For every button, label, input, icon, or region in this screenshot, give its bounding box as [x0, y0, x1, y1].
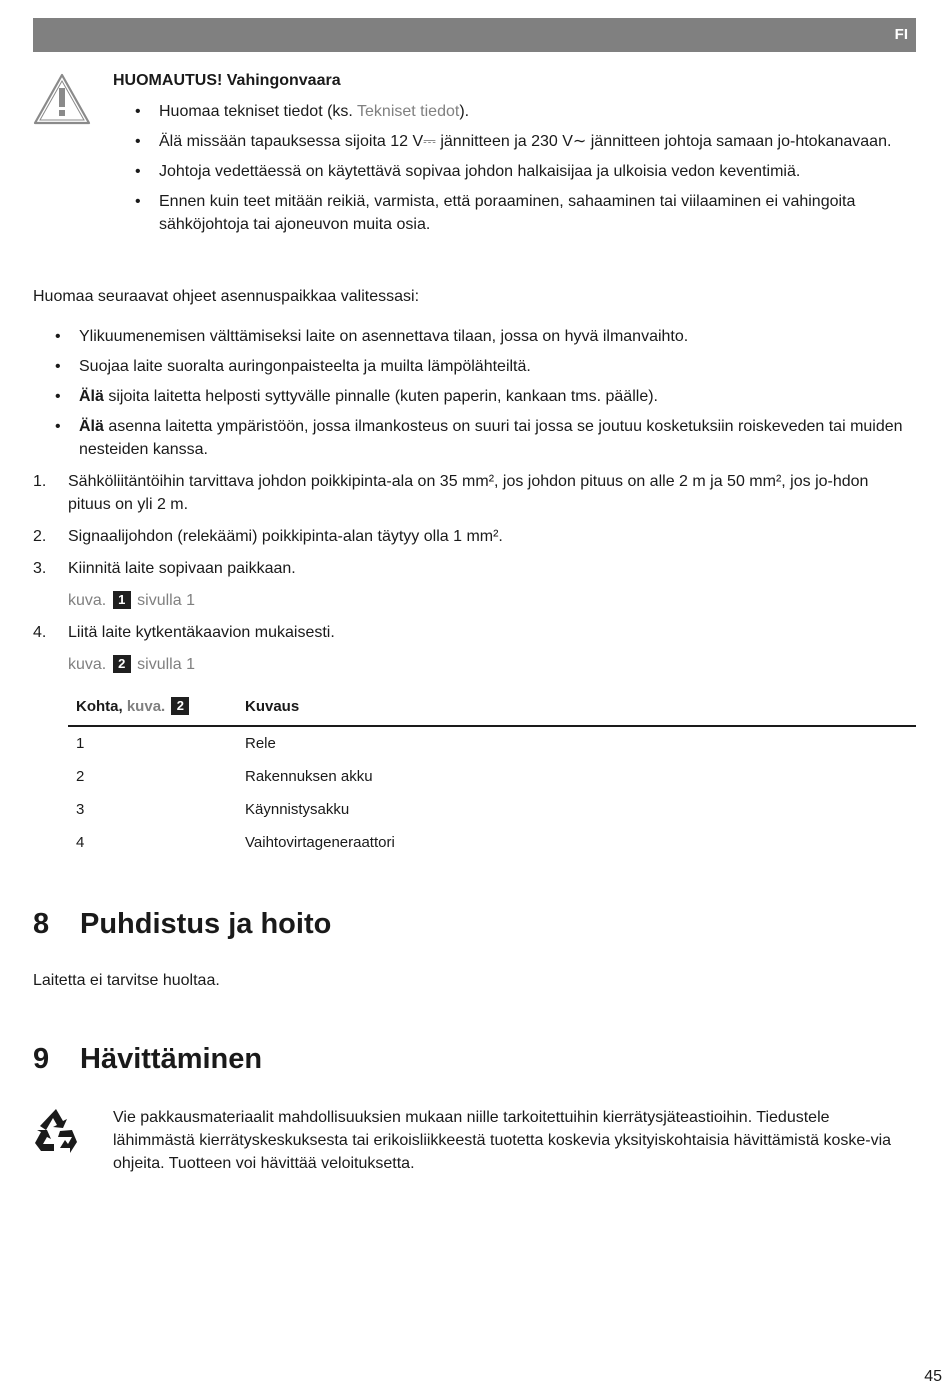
step-text: Signaalijohdon (relekäämi) poikkipinta-alan täytyy olla 1 mm². [68, 528, 503, 545]
figure-ref-page: sivulla 1 [137, 656, 195, 673]
wiring-table [68, 693, 916, 859]
step-number: 4. [33, 624, 47, 641]
table-header-row [68, 693, 916, 726]
table-row [68, 826, 916, 859]
bullet-text: sijoita laitetta helposti syttyvälle pinnalle (kuten paperin, kankaan tms. päälle). [103, 388, 658, 405]
figure-ref-label: kuva. [68, 592, 107, 609]
cell-kohta: 4 [76, 833, 85, 851]
installation-steps [33, 470, 903, 685]
bullet-bold: Älä [79, 418, 104, 435]
warning-item: • Ennen kuin teet mitään reikiä, varmista, että poraaminen, sahaaminen tai viilaaminen ei vahingoita sähköjohtoja tai ajoneuvon muita osia. [113, 190, 903, 236]
warning-item-text: Huomaa tekniset tiedot (ks. [159, 103, 358, 120]
installation-bullets [33, 325, 903, 468]
step-number: 2. [33, 528, 47, 545]
kuva-label: kuva. [126, 698, 166, 715]
cell-kuvaus: Vaihtovirtageneraattori [245, 833, 395, 851]
cell-kuvaus: Rakennuksen akku [245, 767, 373, 785]
warning-item: • Johtoja vedettäessä on käytettävä sopivaa johdon halkaisijaa ja ulkoisia vedon keventimiä. [113, 160, 903, 183]
cell-kuvaus: Käynnistysakku [245, 800, 350, 818]
table-row [68, 793, 916, 826]
step-item [33, 470, 903, 516]
step-item [33, 557, 903, 612]
tekniset-tiedot-link[interactable]: Tekniset tiedot [357, 103, 460, 120]
language-header-bar [33, 18, 916, 52]
step-item [33, 525, 903, 548]
step-number: 3. [33, 560, 47, 577]
step-text: Sähköliitäntöihin tarvittava johdon poikkipinta-ala on 35 mm², jos johdon pituus on alle 2 m ja 50 mm², jos jo-hdon pituus on yli 2 m. [68, 473, 869, 513]
bullet-text: asenna laitetta ympäristöön, jossa ilmankosteus on suuri tai jossa se joutuu kosketuksiin roiskeveden tai muiden nesteiden kanssa. [79, 418, 903, 458]
bullet-item: • Ylikuumenemisen välttämiseksi laite on asennettava tilaan, jossa on hyvä ilmanvaihto. [33, 325, 903, 348]
section-title: Puhdistus ja hoito [80, 908, 332, 940]
kohta-label: Kohta, [76, 698, 123, 715]
bullet-item: • Suojaa laite suoralta auringonpaisteelta ja muilta lämpölähteiltä. [33, 355, 903, 378]
bullet-bold: Älä [79, 388, 104, 405]
language-code: FI [894, 26, 908, 43]
warning-item-text-end: ). [459, 103, 470, 120]
warning-title: HUOMAUTUS! Vahingonvaara [113, 72, 341, 89]
section-number: 8 [33, 908, 50, 940]
figure-ref-page: sivulla 1 [137, 592, 195, 609]
figure-ref-label: kuva. [68, 656, 107, 673]
maintenance-text: Laitetta ei tarvitse huoltaa. [33, 972, 220, 989]
cell-kohta: 2 [76, 767, 85, 785]
column-header-kuvaus: Kuvaus [237, 693, 916, 726]
warning-triangle-icon [32, 72, 92, 126]
step-item [33, 621, 903, 676]
warning-item: • Älä missään tapauksessa sijoita 12 V⎓ jännitteen ja 230 V∼ jännitteen johtoja samaan jo-htokanavaan. [113, 130, 903, 153]
section-title: Hävittäminen [80, 1043, 263, 1075]
section-heading-8 [33, 908, 331, 941]
bullet-item [33, 385, 903, 408]
intro-text: Huomaa seuraavat ohjeet asennuspaikkaa valitessasi: [33, 288, 420, 305]
figure-reference[interactable] [68, 589, 903, 612]
step-number: 1. [33, 473, 47, 490]
bullet-item [33, 415, 903, 461]
warning-list [113, 100, 903, 243]
cell-kohta: 1 [76, 734, 85, 752]
figure-number-badge: 2 [113, 655, 131, 673]
section-number: 9 [33, 1043, 50, 1075]
cell-kohta: 3 [76, 800, 85, 818]
section-heading-9 [33, 1043, 262, 1076]
step-text: Kiinnitä laite sopivaan paikkaan. [68, 560, 296, 577]
figure-number-badge: 1 [113, 591, 131, 609]
table-row [68, 726, 916, 760]
warning-item [113, 100, 903, 123]
page-number: 45 [924, 1368, 942, 1385]
recycle-icon [32, 1106, 80, 1154]
figure-reference[interactable] [68, 653, 903, 676]
table-row [68, 760, 916, 793]
disposal-text: Vie pakkausmateriaalit mahdollisuuksien mukaan niille tarkoitettuihin kierrätysjäteastioihin. Tiedustele lähimmästä kierrätyskeskuksesta tai erikoisliikkeestä tuotetta koskevia yksityiskohtaisia hävittämistä koske-via ohjeita. Tuotteen voi hävittää veloituksetta. [113, 1109, 892, 1172]
figure-number-badge: 2 [171, 697, 189, 715]
column-header-kohta [68, 693, 237, 726]
cell-kuvaus: Rele [245, 734, 276, 752]
step-text: Liitä laite kytkentäkaavion mukaisesti. [68, 624, 335, 641]
